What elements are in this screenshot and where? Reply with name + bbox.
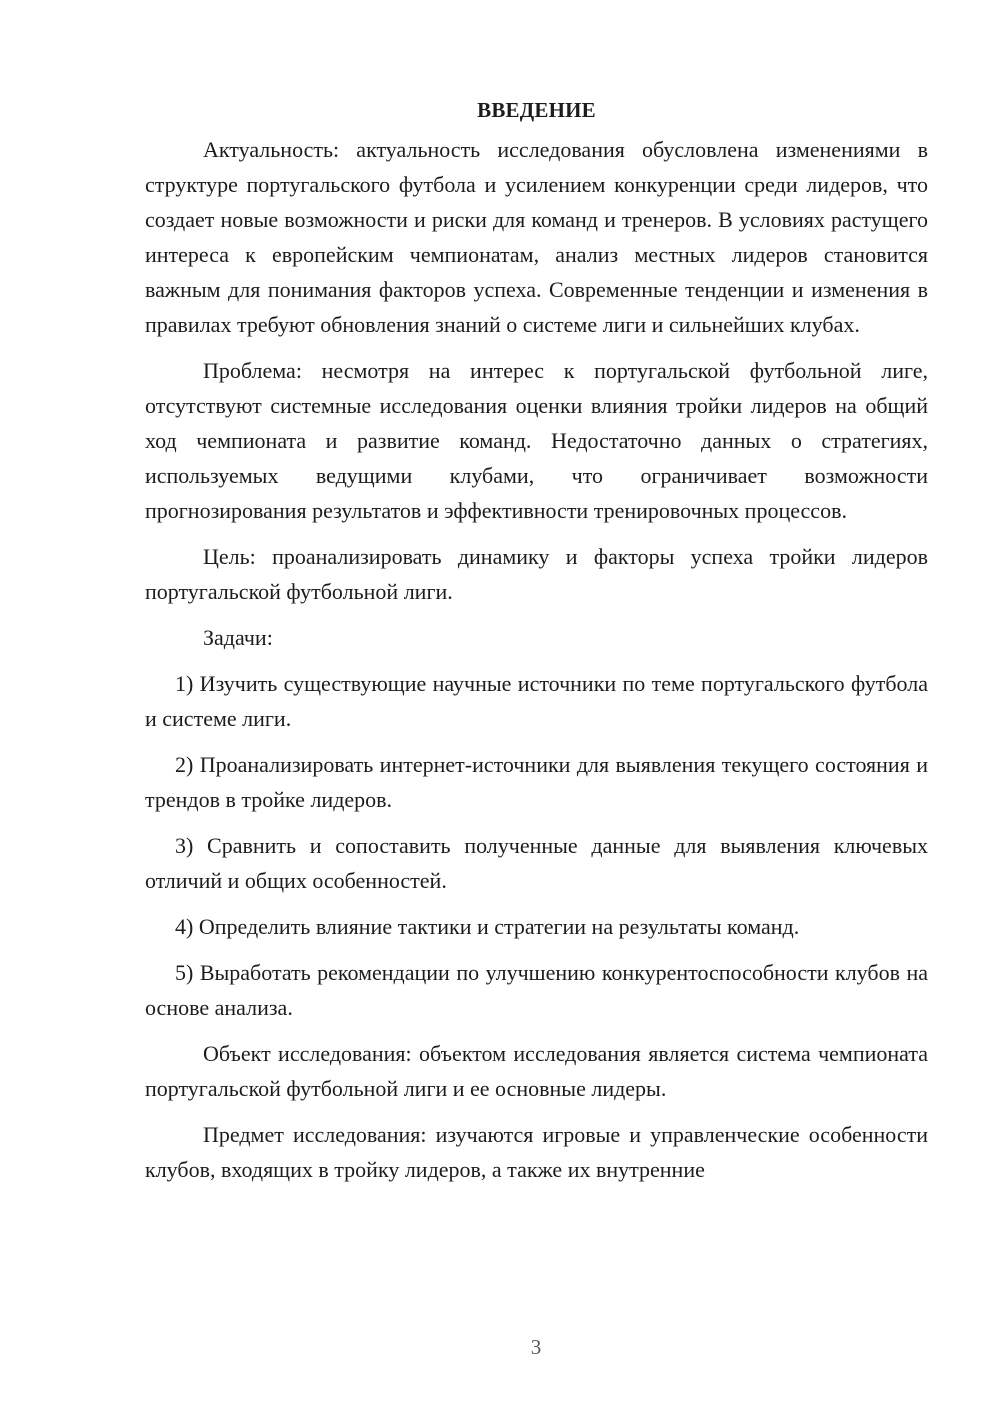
goal-paragraph: Цель: проанализировать динамику и факторы успеха тройки лидеров португальской футбольной лиги. — [145, 544, 928, 604]
object-paragraph: Объект исследования: объектом исследования является система чемпионата португальской футбольной лиги и ее основные лидеры. — [145, 1041, 928, 1101]
task-item-2: 2) Проанализировать интернет-источники для выявления текущего состояния и трендов в тройке лидеров. — [145, 752, 928, 812]
page-content — [145, 93, 928, 1187]
tasks-heading: Задачи: — [203, 625, 273, 650]
task-item-1: 1) Изучить существующие научные источники по теме португальского футбола и системе лиги. — [145, 671, 928, 731]
task-item-3: 3) Сравнить и сопоставить полученные данные для выявления ключевых отличий и общих особенностей. — [145, 833, 928, 893]
problem-paragraph: Проблема: несмотря на интерес к португальской футбольной лиге, отсутствуют системные исследования оценки влияния тройки лидеров на общий ход чемпионата и развитие команд. Недостаточно данных о стратегиях, используемых ведущими клубами, что ограничивает возможности прогнозирования результатов и эффективности тренировочных процессов. — [145, 358, 928, 523]
section-heading: ВВЕДЕНИЕ — [477, 98, 596, 122]
page-number: 3 — [530, 1335, 542, 1359]
relevance-paragraph: Актуальность: актуальность исследования обусловлена изменениями в структуре португальского футбола и усилением конкуренции среди лидеров, что создает новые возможности и риски для команд и тренеров. В условиях растущего интереса к европейским чемпионатам, анализ местных лидеров становится важным для понимания факторов успеха. Современные тенденции и изменения в правилах требуют обновления знаний о системе лиги и сильнейших клубах. — [145, 137, 928, 337]
task-item-4: 4) Определить влияние тактики и стратегии на результаты команд. — [175, 914, 800, 939]
task-item-5: 5) Выработать рекомендации по улучшению конкурентоспособности клубов на основе анализа. — [145, 960, 928, 1020]
subject-paragraph: Предмет исследования: изучаются игровые и управленческие особенности клубов, входящих в тройку лидеров, а также их внутренние — [145, 1122, 928, 1182]
